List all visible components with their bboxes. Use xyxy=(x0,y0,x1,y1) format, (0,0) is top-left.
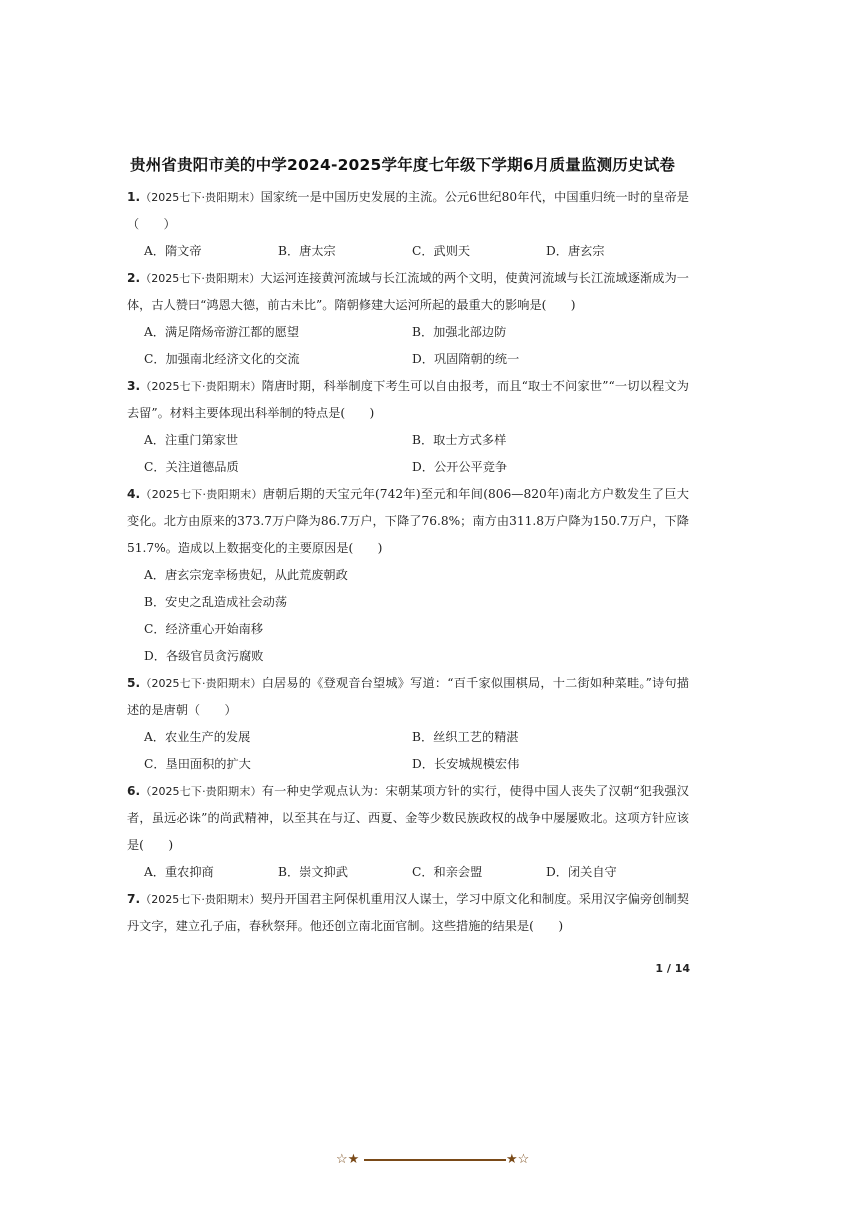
option-d: D．闭关自守 xyxy=(546,865,617,879)
option-b: B．崇文抑武 xyxy=(278,865,348,879)
options-1 xyxy=(127,238,689,265)
question-text: 大运河连接黄河流域与长江流域的两个文明，使黄河流域与长江流域逐渐成为一体，古人赞曰“鸿恩大德，前古未比”。隋朝修建大运河所起的最重大的影响是( ) xyxy=(127,271,689,312)
option-a: A．农业生产的发展 xyxy=(144,730,251,744)
question-number: 3. xyxy=(127,379,141,393)
question-3 xyxy=(127,373,689,427)
question-4 xyxy=(127,481,689,562)
footer-stars-left: ☆★ xyxy=(336,1152,360,1167)
question-number: 7. xyxy=(127,892,141,906)
option-a: A．满足隋炀帝游江都的愿望 xyxy=(144,325,300,339)
option-c: C．武则天 xyxy=(412,244,471,258)
footer-ornament xyxy=(336,1151,536,1169)
option-c: C．加强南北经济文化的交流 xyxy=(144,352,300,366)
question-number: 6. xyxy=(127,784,141,798)
options-6 xyxy=(127,859,689,886)
question-source: （2025七下·贵阳期末） xyxy=(140,272,261,285)
options-3 xyxy=(127,427,689,481)
question-6 xyxy=(127,778,689,859)
question-number: 2. xyxy=(127,271,141,285)
question-source: （2025七下·贵阳期末） xyxy=(140,488,263,501)
question-1 xyxy=(127,184,689,238)
question-text: 白居易的《登观音台望城》写道：“百千家似围棋局，十二街如种菜畦。”诗句描述的是唐朝（ ） xyxy=(127,676,689,717)
options-4 xyxy=(127,562,689,670)
question-text: 唐朝后期的天宝元年(742年)至元和年间(806—820年)南北方户数发生了巨大变化。北方由原来的373.7万户降为86.7万户，下降了76.8%；南方由311.8万户降为150.7万户，下降51.7%。造成以上数据变化的主要原因是( ) xyxy=(127,487,689,555)
option-c: C．经济重心开始南移 xyxy=(144,622,264,636)
question-5 xyxy=(127,670,689,724)
question-source: （2025七下·贵阳期末） xyxy=(140,191,261,204)
option-c: C．和亲会盟 xyxy=(412,865,483,879)
options-5 xyxy=(127,724,689,778)
question-text: 有一种史学观点认为：宋朝某项方针的实行，使得中国人丧失了汉朝“犯我强汉者，虽远必诛”的尚武精神，以至其在与辽、西夏、金等少数民族政权的战争中屡屡败北。这项方针应该是( ) xyxy=(127,784,689,852)
question-list xyxy=(127,184,689,940)
question-number: 5. xyxy=(127,676,141,690)
option-d: D．唐玄宗 xyxy=(546,244,605,258)
question-2 xyxy=(127,265,689,319)
footer-stars-right: ★☆ xyxy=(506,1152,530,1167)
option-d: D．各级官员贪污腐败 xyxy=(144,649,264,663)
option-a: A．隋文帝 xyxy=(144,244,202,258)
option-b: B．取士方式多样 xyxy=(412,433,507,447)
question-7 xyxy=(127,886,689,940)
option-b: B．唐太宗 xyxy=(278,244,336,258)
option-b: B．加强北部边防 xyxy=(412,325,507,339)
question-source: （2025七下·贵阳期末） xyxy=(140,380,262,393)
option-d: D．巩固隋朝的统一 xyxy=(412,352,520,366)
question-text: 国家统一是中国历史发展的主流。公元6世纪80年代，中国重归统一时的皇帝是（ ） xyxy=(127,190,689,231)
footer-divider xyxy=(364,1159,506,1161)
question-text: 契丹开国君主阿保机重用汉人谋士，学习中原文化和制度。采用汉字偏旁创制契丹文字，建立孔子庙，春秋祭拜。他还创立南北面官制。这些措施的结果是( ) xyxy=(127,892,689,933)
question-source: （2025七下·贵阳期末） xyxy=(140,677,262,690)
question-source: （2025七下·贵阳期末） xyxy=(140,785,262,798)
question-text: 隋唐时期，科举制度下考生可以自由报考，而且“取士不问家世”“一切以程文为去留”。材料主要体现出科举制的特点是( ) xyxy=(127,379,689,420)
option-c: C．垦田面积的扩大 xyxy=(144,757,251,771)
question-number: 1. xyxy=(127,190,141,204)
option-a: A．注重门第家世 xyxy=(144,433,239,447)
option-b: B．丝织工艺的精湛 xyxy=(412,730,519,744)
question-source: （2025七下·贵阳期末） xyxy=(140,893,261,906)
options-2 xyxy=(127,319,689,373)
option-a: A．唐玄宗宠幸杨贵妃，从此荒废朝政 xyxy=(144,568,348,582)
option-b: B．安史之乱造成社会动荡 xyxy=(144,595,288,609)
exam-title: 贵州省贵阳市美的中学2024-2025学年度七年级下学期6月质量监测历史试卷 xyxy=(130,156,676,174)
option-a: A．重农抑商 xyxy=(144,865,214,879)
option-c: C．关注道德品质 xyxy=(144,460,239,474)
option-d: D．公开公平竞争 xyxy=(412,460,508,474)
page-number: 1 / 14 xyxy=(655,962,690,975)
question-number: 4. xyxy=(127,487,141,501)
option-d: D．长安城规模宏伟 xyxy=(412,757,520,771)
